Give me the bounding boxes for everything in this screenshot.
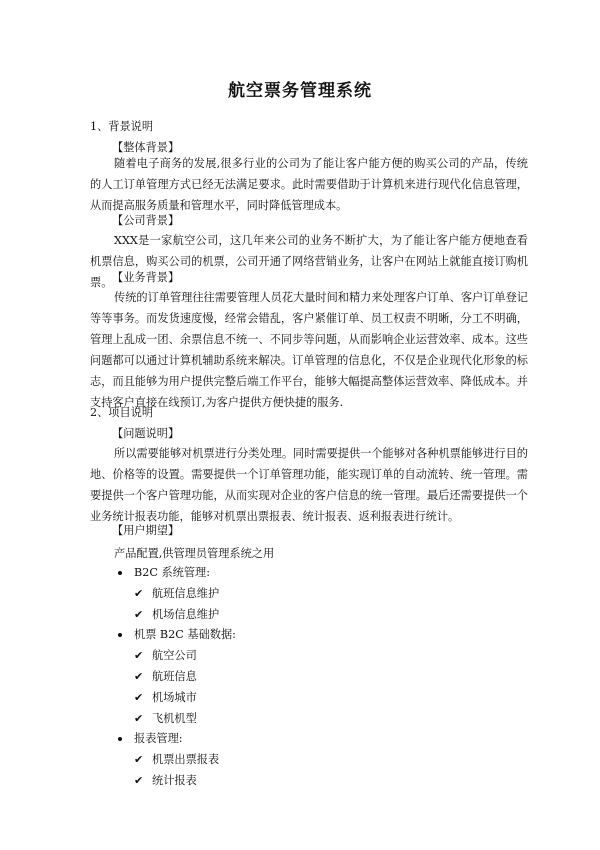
bullet-b2c-base-data — [118, 624, 236, 645]
check-item — [134, 687, 197, 708]
check-item-label: 飞机机型 — [152, 712, 197, 725]
bullet-b2c-system — [118, 562, 210, 583]
business-background-label: 【业务背景】 — [112, 271, 180, 284]
overall-background-label: 【整体背景】 — [112, 141, 180, 154]
bullet-label: 报表管理: — [134, 732, 183, 745]
bullet-dot-icon — [118, 737, 122, 741]
checkmark-icon: ✔ — [134, 712, 144, 725]
bullet-report-management — [118, 728, 183, 749]
bullet-dot-icon — [118, 633, 122, 637]
company-background-label: 【公司背景】 — [112, 214, 180, 227]
bullet-dot-icon — [118, 571, 122, 575]
overall-background-text — [90, 153, 528, 216]
check-item-label: 航班信息 — [152, 670, 197, 683]
checkmark-icon: ✔ — [134, 649, 144, 662]
checkmark-icon: ✔ — [134, 587, 144, 600]
product-config-intro: 产品配置,供管理员管理系统之用 — [114, 547, 275, 560]
problem-label: 【问题说明】 — [112, 427, 180, 440]
check-item — [134, 666, 197, 687]
business-background-text — [90, 287, 528, 413]
check-item — [134, 645, 197, 666]
bullet-label: 机票 B2C 基础数据: — [134, 628, 236, 641]
company-background-paragraph: XXX是一家航空公司，这几年来公司的业务不断扩大，为了能让客户能方便地查看机票信息，购买公司的机票，公司开通了网络营销业务，让客户在网站上就能直接订购机票。 — [90, 234, 528, 289]
checkmark-icon: ✔ — [134, 774, 144, 787]
business-background-paragraph: 传统的订单管理往往需要管理人员花大量时间和精力来处理客户订单、客户订单登记等等事务。而发货速度慢，经常会错乱，客户紧催订单、员工权责不明晰，分工不明确，管理上乱成一团、余票信息不统一、不同步等问题，从而影响企业运营效率、成本。这些问题都可以通过计算机辅助系统来解决。订单管理的信息化，不仅是企业现代化形象的标志，而且能够为用户提供完整后端工作平台，能够大幅提高整体运营效率、降低成本。并支持客户直接在线预订,为客户提供方便快捷的服务. — [90, 291, 528, 409]
user-expectation-label: 【用户期望】 — [112, 524, 180, 537]
check-item — [134, 770, 197, 791]
document-title: 航空票务管理系统 — [228, 81, 372, 101]
section-1-heading: 1、背景说明 — [90, 120, 154, 133]
overall-background-paragraph: 随着电子商务的发展,很多行业的公司为了能让客户能方便的购买公司的产品，传统的人工订单管理方式已经无法满足要求。此时需要借助于计算机来进行现代化信息管理，从而提高服务质量和管理水平，同时降低管理成本。 — [90, 157, 528, 212]
bullet-label: B2C 系统管理: — [134, 566, 210, 579]
checkmark-icon: ✔ — [134, 753, 144, 766]
check-item-label: 机场信息维护 — [152, 608, 220, 621]
check-item-label: 航空公司 — [152, 649, 197, 662]
check-item — [134, 708, 197, 729]
problem-paragraph: 所以需要能够对机票进行分类处理。同时需要提供一个能够对各种机票能够进行目的地、价格等的设置。需要提供一个订单管理功能，能实现订单的自动流转、统一管理。需要提供一个客户管理功能，从而实现对企业的客户信息的统一管理。最后还需要提供一个业务统计报表功能，能够对机票出票报表、统计报表、返利报表进行统计。 — [90, 447, 528, 523]
check-item-label: 机场城市 — [152, 691, 197, 704]
checkmark-icon: ✔ — [134, 691, 144, 704]
check-item — [134, 583, 219, 604]
check-item — [134, 604, 219, 625]
section-2-heading: 2、项目说明 — [90, 406, 154, 419]
checkmark-icon: ✔ — [134, 670, 144, 683]
check-item-label: 机票出票报表 — [152, 753, 220, 766]
problem-text — [90, 443, 528, 527]
check-item-label: 统计报表 — [152, 774, 197, 787]
check-item — [134, 749, 219, 770]
checkmark-icon: ✔ — [134, 608, 144, 621]
check-item-label: 航班信息维护 — [152, 587, 220, 600]
